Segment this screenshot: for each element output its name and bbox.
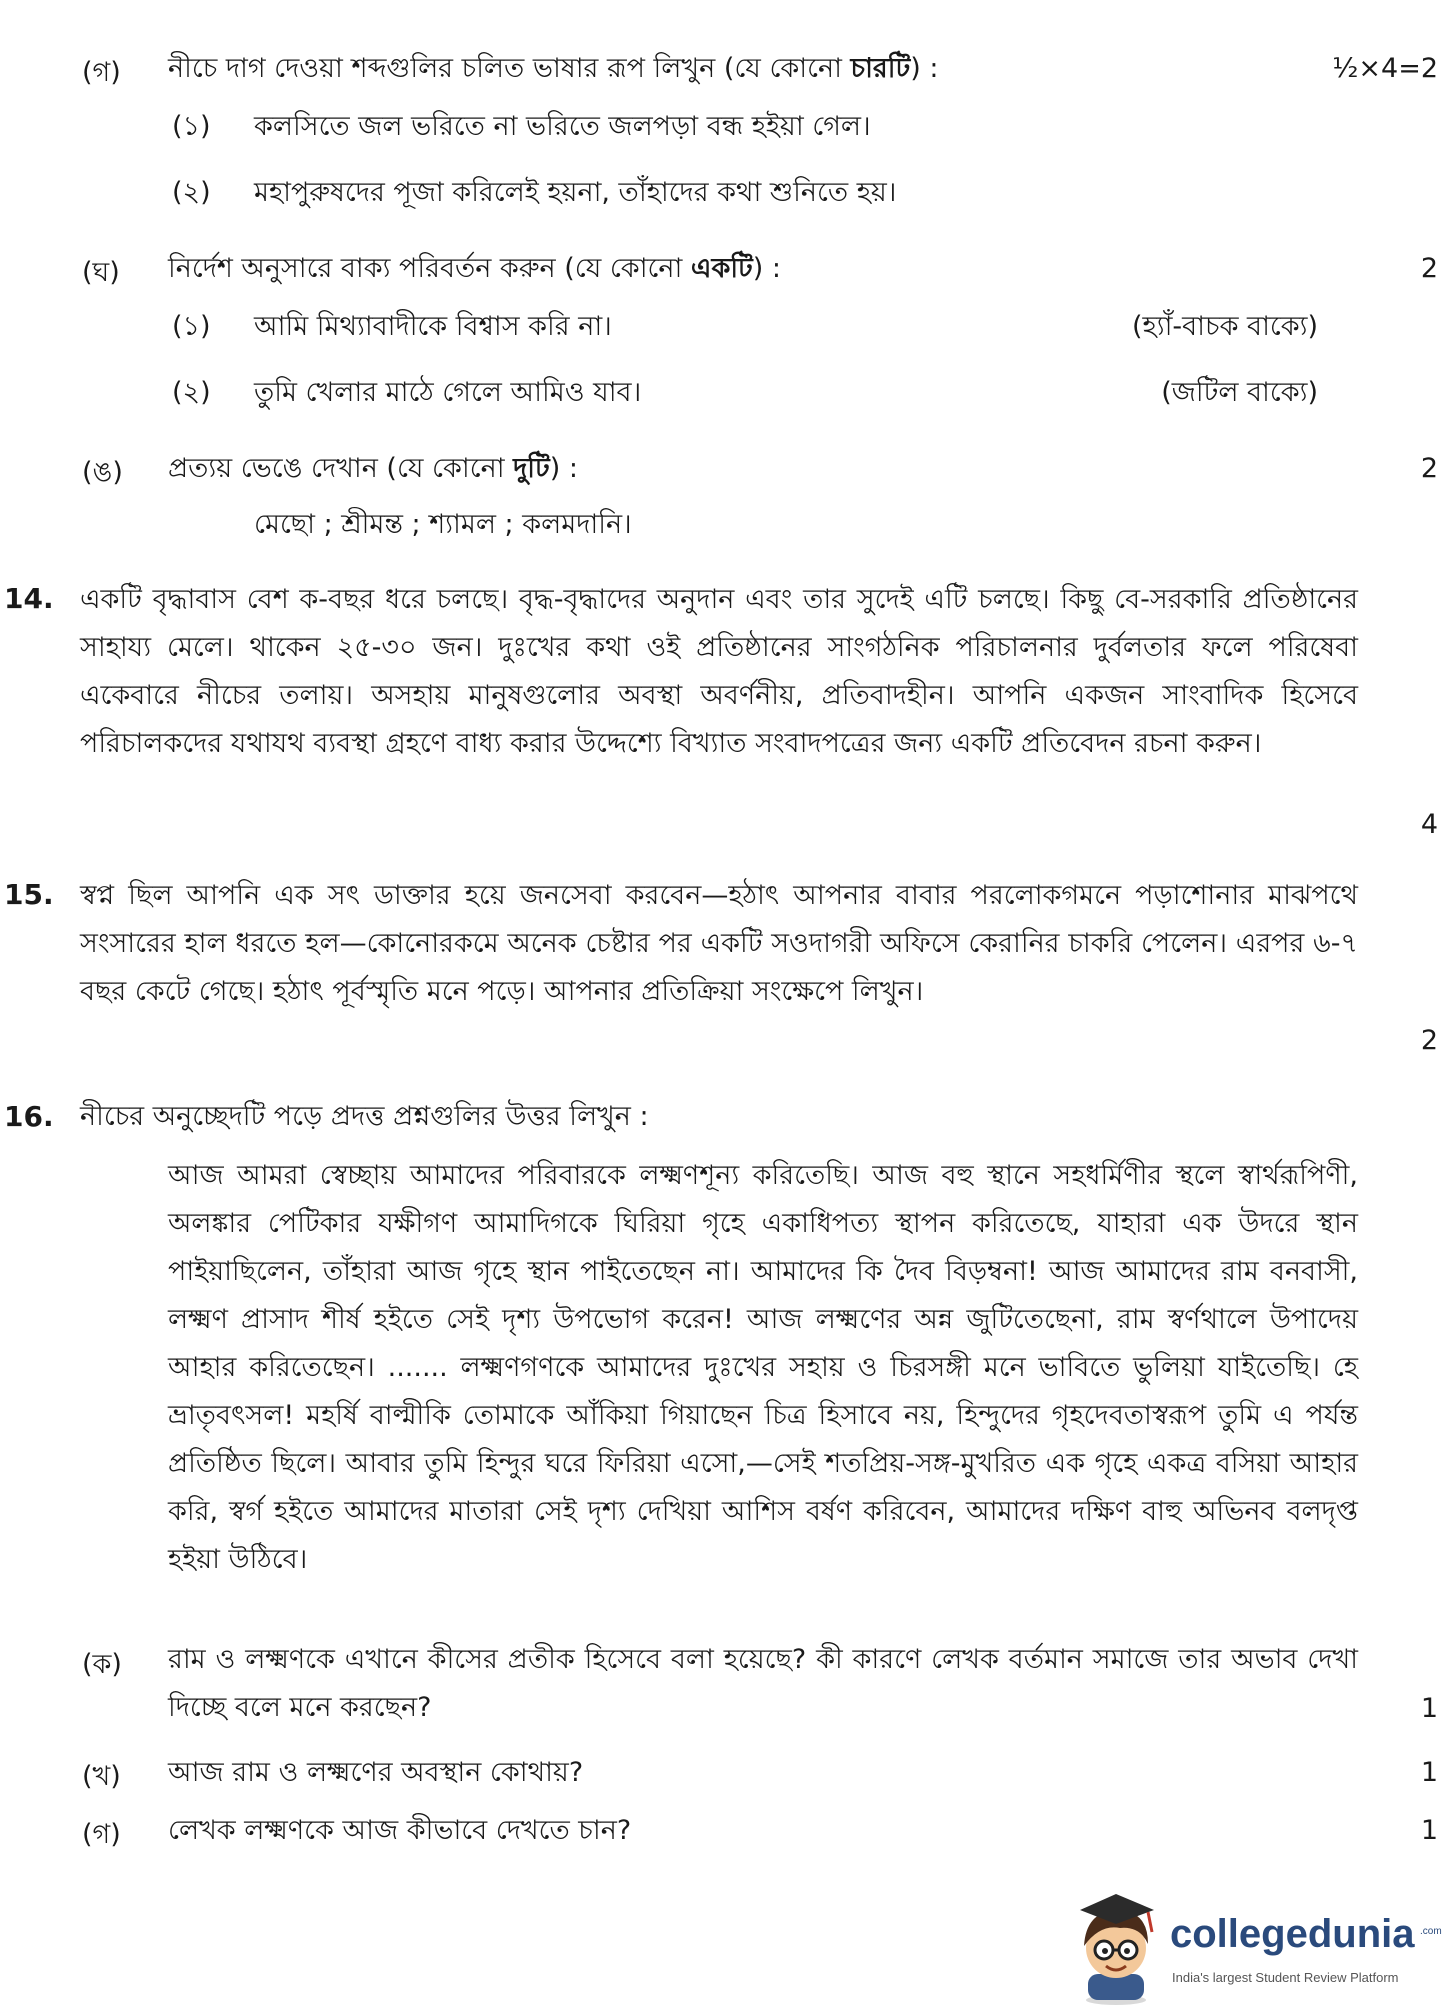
q13gh-label: (ঘ) [82,257,120,288]
q16-ga-label: (গ) [82,1819,121,1850]
q13g-instruction: নীচে দাগ দেওয়া শব্দগুলির চলিত ভাষার রূপ লিখুন (যে কোনো চারটি) : [168,53,939,84]
q13u-words: মেছো ; শ্রীমন্ত ; শ্যামল ; কলমদানি। [254,509,632,540]
q13g-item-2-num: (২) [172,177,211,208]
q16-passage: আজ আমরা স্বেচ্ছায় আমাদের পরিবারকে লক্ষ্মণশূন্য করিতেছি। আজ বহু স্থানে সহধর্মিণীর স্থলে স্বার্থরূপিণী, অলঙ্কার পেটিকার যক্ষীগণ আমাদিগকে ঘিরিয়া গৃহে একাধিপত্য স্থাপন করিতেছে, যাহারা এক উদরে স্থান পাইয়াছিলেন, তাঁহারা আজ গৃহে স্থান পাইতেছেন না। আমাদের কি দৈব বিড়ম্বনা! আজ আমাদের রাম বনবাসী, লক্ষ্মণ প্রাসাদ শীর্ষ হইতে সেই দৃশ্য উপভোগ করেন! আজ লক্ষ্মণের অন্ন জুটিতেছেনা, রাম স্বর্ণথালে উপাদেয় আহার করিতেছেন। ....... লক্ষ্মণগণকে আমাদের দুঃখের সহায় ও চিরসঙ্গী মনে ভাবিতে ভুলিয়া যাইতেছি। হে ভ্রাতৃবৎসল! মহর্ষি বাল্মীকি তোমাকে আঁকিয়া গিয়াছেন চিত্র হিসাবে নয়, হিন্দুদের গৃহদেবতাস্বরূপ তুমি এ পর্যন্ত প্রতিষ্ঠিত ছিলে। আবার তুমি হিন্দুর ঘরে ফিরিয়া এসো,—সেই শতপ্রিয়-সঙ্গ-মুখরিত এক গৃহে একত্র বসিয়া আহার করি, স্বর্গ হইতে আমাদের মাতারা সেই দৃশ্য দেখিয়া আশিস বর্ষণ করিবেন, আমাদের দক্ষিণ বাহু অভিনব বলদৃপ্ত হইয়া উঠিবে। [168,1160,1358,1575]
q13gh-marks: 2 [1420,253,1438,284]
q13gh-item-2: তুমি খেলার মাঠে গেলে আমিও যাব। [254,377,642,408]
logo-tagline: India's largest Student Review Platform [1172,1970,1399,1985]
q13g-label: (গ) [82,57,121,88]
logo-name: collegedunia [1170,1912,1415,1956]
q16-ga-text: লেখক লক্ষ্মণকে আজ কীভাবে দেখতে চান? [168,1815,632,1846]
q16-ga-marks: 1 [1420,1815,1438,1846]
q16-instruction: নীচের অনুচ্ছেদটি পড়ে প্রদত্ত প্রশ্নগুলির উত্তর লিখুন : [80,1101,649,1132]
q16-ka-marks: 1 [1420,1693,1438,1724]
q13u-label: (ঙ) [82,457,123,488]
q16-ka-label: (ক) [82,1649,122,1680]
q13u-marks: 2 [1420,453,1438,484]
q16-kha-text: আজ রাম ও লক্ষ্মণের অবস্থান কোথায়? [168,1757,584,1788]
q13gh-item-1-num: (১) [172,311,211,342]
q13gh-item-1-hint: (হ্যাঁ-বাচক বাক্যে) [1132,311,1318,342]
q13gh-item-1: আমি মিথ্যাবাদীকে বিশ্বাস করি না। [254,311,612,342]
q13g-item-2: মহাপুরুষদের পূজা করিলেই হয়না, তাঁহাদের কথা শুনিতে হয়। [254,177,897,208]
q14-text: একটি বৃদ্ধাবাস বেশ ক-বছর ধরে চলছে। বৃদ্ধ-বৃদ্ধাদের অনুদান এবং তার সুদেই এটি চলছে। কিছু বে-সরকারি প্রতিষ্ঠানের সাহায্য মেলে। থাকেন ২৫-৩০ জন। দুঃখের কথা ওই প্রতিষ্ঠানের সাংগঠনিক পরিচালনার দুর্বলতার ফলে পরিষেবা একেবারে নীচের তলায়। অসহায় মানুষগুলোর অবস্থা অবর্ণনীয়, প্রতিবাদহীন। আপনি একজন সাংবাদিক হিসেবে পরিচালকদের যথাযথ ব্যবস্থা গ্রহণে বাধ্য করার উদ্দেশ্যে বিখ্যাত সংবাদপত্রের জন্য একটি প্রতিবেদন রচনা করুন। [80,584,1358,759]
q13gh-item-2-num: (২) [172,377,211,408]
q15-text: স্বপ্ন ছিল আপনি এক সৎ ডাক্তার হয়ে জনসেবা করবেন—হঠাৎ আপনার বাবার পরলোকগমনে পড়াশোনার মাঝপথে সংসারের হাল ধরতে হল—কোনোরকমে অনেক চেষ্টার পর একটি সওদাগরী অফিসে কেরানির চাকরি পেলেন। এরপর ৬-৭ বছর কেটে গেছে। হঠাৎ পূর্বস্মৃতি মনে পড়ে। আপনার প্রতিক্রিয়া সংক্ষেপে লিখুন। [80,880,1358,1007]
q13u-instruction: প্রত্যয় ভেঙে দেখান (যে কোনো দুটি) : [168,453,578,484]
q16-ka-text: রাম ও লক্ষ্মণকে এখানে কীসের প্রতীক হিসেবে বলা হয়েছে? কী কারণে লেখক বর্তমান সমাজে তার অভাব দেখা দিচ্ছে বলে মনে করছেন? [168,1644,1358,1723]
q14-number: 14. [4,582,54,615]
q16-kha-label: (খ) [82,1761,121,1792]
q14-marks: 4 [1420,809,1438,840]
q16-kha-marks: 1 [1420,1757,1438,1788]
logo-com: .com [1420,1926,1442,1937]
q13g-item-1: কলসিতে জল ভরিতে না ভরিতে জলপড়া বন্ধ হইয়া গেল। [254,111,871,142]
q13g-marks: ½×4=2 [1332,53,1438,84]
mascot-icon [1070,1888,1166,2006]
q16-number: 16. [4,1100,54,1133]
q13g-item-1-num: (১) [172,111,211,142]
q13gh-instruction: নির্দেশ অনুসারে বাক্য পরিবর্তন করুন (যে কোনো একটি) : [168,253,781,284]
collegedunia-logo [1070,1888,1440,2008]
q13gh-item-2-hint: (জটিল বাক্যে) [1161,377,1318,408]
q15-marks: 2 [1420,1025,1438,1056]
q15-number: 15. [4,878,54,911]
